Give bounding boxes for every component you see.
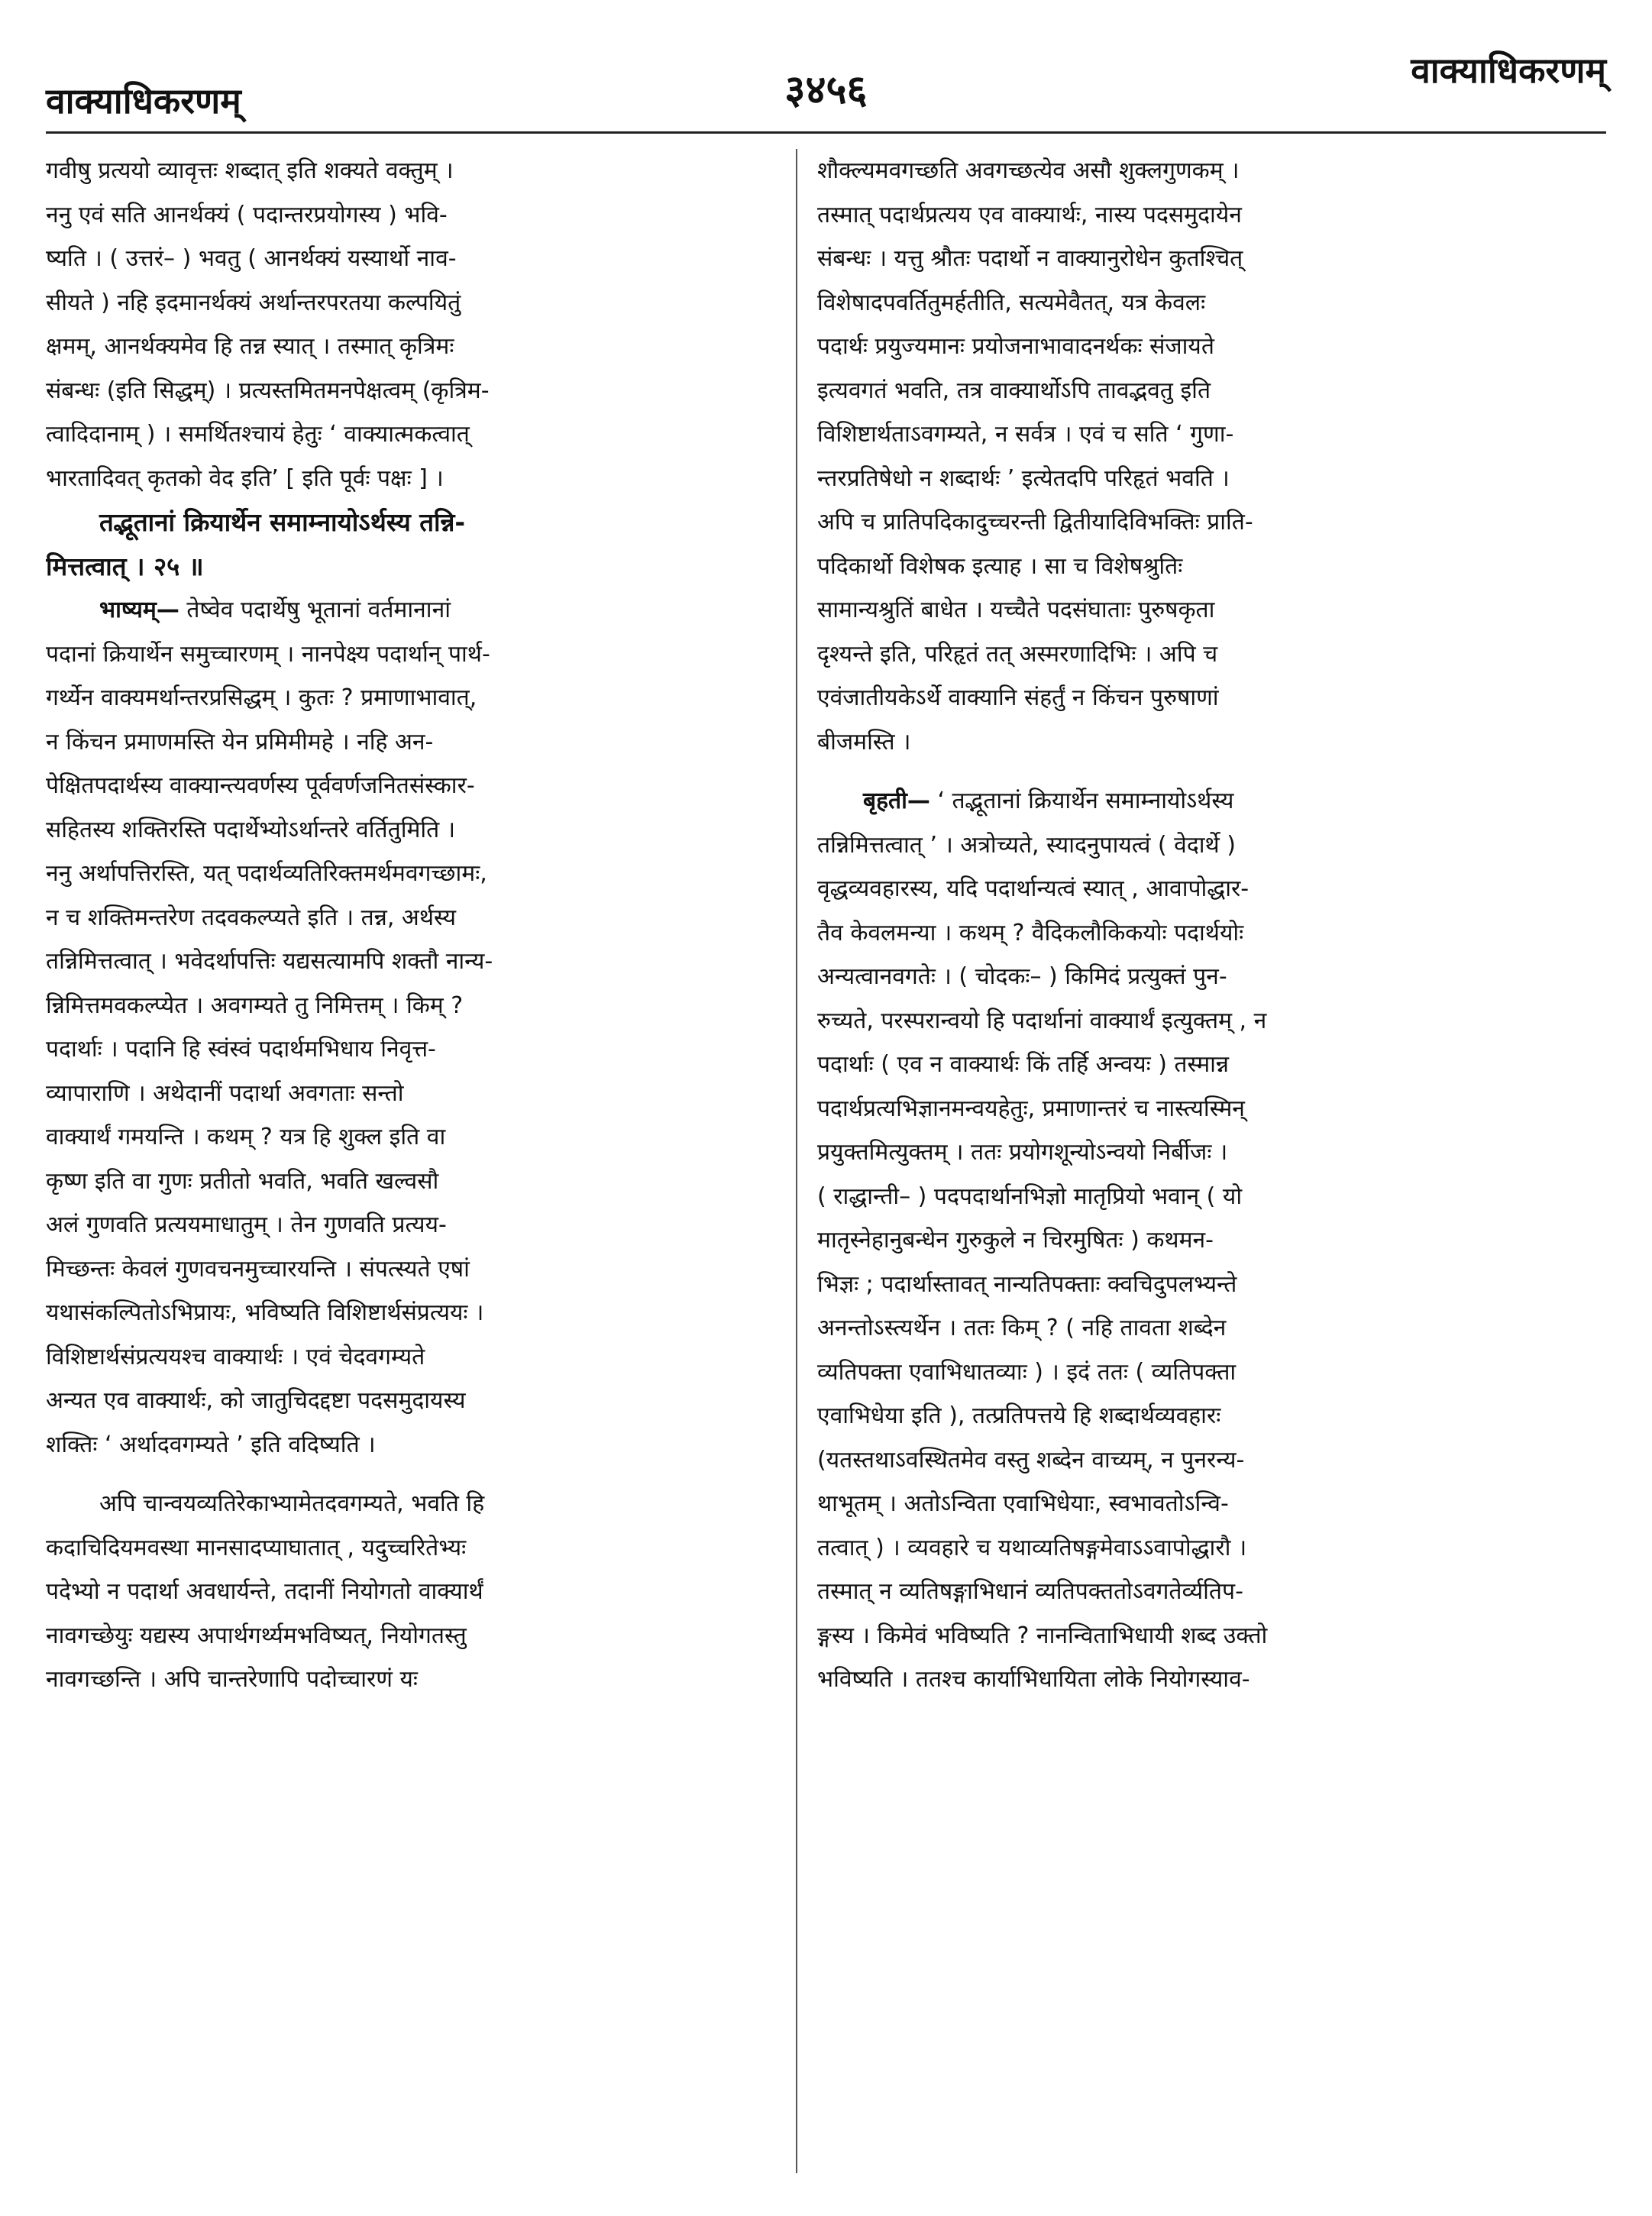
text-line: वृद्धव्यवहारस्य, यदि पदार्थान्यत्वं स्यात् , आवापोद्धार- bbox=[817, 875, 1250, 902]
text-line: न च शक्तिमन्तरेण तदवकल्प्यते इति । तन्न, अर्थस्य bbox=[46, 904, 457, 931]
text-line: न्तरप्रतिषेधो न शब्दार्थः ’ इत्येतदपि परिहृतं भवति । bbox=[817, 464, 1230, 492]
text-line: तैव केवलमन्या । कथम् ? वैदिकलौकिकयोः पदार्थयोः bbox=[817, 919, 1244, 946]
text-line: संबन्धः । यत्तु श्रौतः पदार्थो न वाक्यानुरोधेन कुतश्चित् bbox=[817, 245, 1243, 272]
text-line: तत्वात् ) । व्यवहारे च यथाव्यतिषङ्गमेवाऽऽवापोद्धारौ । bbox=[817, 1534, 1247, 1561]
text-line: अपि चान्वयव्यतिरेकाभ्यामेतदवगम्यते, भवति हि bbox=[99, 1490, 485, 1517]
sutra-line: मित्तत्वात् । २५ ॥ bbox=[46, 551, 204, 581]
text-line: अलं गुणवति प्रत्ययमाधातुम् । तेन गुणवति प्रत्यय- bbox=[46, 1212, 447, 1238]
text-line: शौक्ल्यमवगच्छति अवगच्छत्येव असौ शुक्लगुणकम् । bbox=[817, 157, 1240, 184]
text-line: तन्निमित्तत्वात् । भवेदर्थापत्तिः यद्यसत्यामपि शक्तौ नान्य- bbox=[46, 948, 493, 975]
text-line: प्रयुक्तमित्युक्तम् । ततः प्रयोगशून्योऽन्वयो निर्बीजः । bbox=[817, 1139, 1228, 1166]
bhashya-label: भाष्यम्— bbox=[99, 597, 179, 623]
text-line: तन्निमित्तत्वात् ’ । अत्रोच्यते, स्यादनुपायत्वं ( वेदार्थे ) bbox=[817, 831, 1236, 859]
text-line: पदार्थाः ( एव न वाक्यार्थः किं तर्हि अन्वयः ) तस्मान्न bbox=[817, 1051, 1230, 1078]
text-line: न्निमित्तमवकल्प्येत । अवगम्यते तु निमित्तम् । किम् ? bbox=[46, 992, 464, 1019]
text-line: एवंजातीयकेऽर्थे वाक्यानि संहर्तुं न किंचन पुरुषाणां bbox=[817, 684, 1219, 711]
header-rule bbox=[46, 131, 1606, 134]
brhati-first-text: ‘ तद्भूतानां क्रियार्थेन समाम्नायोऽर्थस्य bbox=[929, 788, 1234, 814]
text-line: (यतस्तथाऽवस्थितमेव वस्तु शब्देन वाच्यम्, न पुनरन्य- bbox=[817, 1446, 1245, 1474]
text-line: भारतादिवत् कृतको वेद इति’ [ इति पूर्वः पक्षः ] । bbox=[46, 464, 444, 492]
text-line: अनन्तोऽस्त्यर्थेन । ततः किम् ? ( नहि तावता शब्देन bbox=[817, 1315, 1227, 1341]
text-line: नावगच्छेयुः यद्यस्य अपार्थगर्थ्यमभविष्यत्, नियोगतस्तु bbox=[46, 1622, 467, 1649]
column-divider bbox=[796, 149, 797, 2173]
paragraph-gap bbox=[817, 764, 1554, 779]
bhashya-first-text: तेष्वेव पदार्थेषु भूतानां वर्तमानानां bbox=[179, 597, 451, 623]
text-line: ङ्गस्य । किमेवं भविष्यति ? नानन्विताभिधायी शब्द उक्तो bbox=[817, 1622, 1268, 1649]
text-line: थाभूतम् । अतोऽन्विता एवाभिधेयाः, स्वभावतोऽन्वि- bbox=[817, 1490, 1229, 1517]
text-line: पदेभ्यो न पदार्था अवधार्यन्ते, तदानीं नियोगतो वाक्यार्थं bbox=[46, 1578, 483, 1605]
text-line: विशेषादपवर्तितुमर्हतीति, सत्यमेवैतत्, यत्र केवलः bbox=[817, 289, 1206, 316]
running-title-left: वाक्याधिकरणम् bbox=[46, 80, 241, 121]
text-line: यथासंकल्पितोऽभिप्रायः, भविष्यति विशिष्टार्थसंप्रत्ययः । bbox=[46, 1299, 484, 1326]
text-line: अन्यत एव वाक्यार्थः, को जातुचिदद्दष्टा पदसमुदायस्य bbox=[46, 1387, 466, 1414]
text-line: पदानां क्रियार्थेन समुच्चारणम् । नानपेक्ष्य पदार्थान् पार्थ- bbox=[46, 640, 490, 668]
brhati-first-line bbox=[817, 779, 1554, 823]
text-line: पेक्षितपदार्थस्य वाक्यान्त्यवर्णस्य पूर्ववर्णजनितसंस्कार- bbox=[46, 772, 475, 799]
text-line: कदाचिदियमवस्था मानसादप्याघातात् , यदुच्चरितेभ्यः bbox=[46, 1534, 467, 1561]
text-line: पदार्थाः । पदानि हि स्वंस्वं पदार्थमभिधाय निवृत्त- bbox=[46, 1036, 436, 1063]
text-line: संबन्धः (इति सिद्धम्) । प्रत्यस्तमितमनपेक्षत्वम् (कृत्रिम- bbox=[46, 377, 490, 404]
text-line: व्यतिपक्ता एवाभिधातव्याः ) । इदं ततः ( व्यतिपक्ता bbox=[817, 1358, 1237, 1386]
text-line: न किंचन प्रमाणमस्ति येन प्रमिमीमहे । नहि अन- bbox=[46, 728, 434, 755]
text-line: भविष्यति । ततश्च कार्याभिधायिता लोके नियोगस्याव- bbox=[817, 1666, 1250, 1693]
right-column bbox=[817, 149, 1554, 1702]
text-line: ( राद्धान्ती– ) पदपदार्थानभिज्ञो मातृप्रियो भवान् ( यो bbox=[817, 1182, 1243, 1210]
text-line: शक्तिः ‘ अर्थादवगम्यते ’ इति वदिष्यति । bbox=[46, 1431, 376, 1458]
text-line: क्षमम्, आनर्थक्यमेव हि तन्न स्यात् । तस्मात् कृत्रिमः bbox=[46, 333, 454, 360]
paragraph-gap bbox=[46, 1467, 775, 1482]
text-line: अपि च प्रातिपदिकादुच्चरन्ती द्वितीयादिविभक्तिः प्राति- bbox=[817, 509, 1253, 535]
text-line: ननु अर्थापत्तिरस्ति, यत् पदार्थव्यतिरिक्तमर्थमवगच्छामः, bbox=[46, 860, 487, 887]
sutra-line: तद्भूतानां क्रियार्थेन समाम्नायोऽर्थस्य तन्नि- bbox=[99, 507, 466, 537]
text-line: व्यापाराणि । अथेदानीं पदार्था अवगताः सन्तो bbox=[46, 1079, 404, 1107]
text-line: अन्यत्वानवगतेः । ( चोदकः– ) किमिदं प्रत्युक्तं पुन- bbox=[817, 963, 1227, 990]
left-column bbox=[46, 149, 775, 1702]
text-line: तस्मात् न व्यतिषङ्गाभिधानं व्यतिपक्ततोऽवगतेर्व्यतिप- bbox=[817, 1578, 1243, 1605]
text-line: भिज्ञः ; पदार्थास्तावत् नान्यतिपक्ताः क्वचिदुपलभ्यन्ते bbox=[817, 1270, 1237, 1298]
text-line: एवाभिधेया इति ), तत्प्रतिपत्तये हि शब्दार्थव्यवहारः bbox=[817, 1402, 1221, 1429]
text-line: सीयते ) नहि इदमानर्थक्यं अर्थान्तरपरतया कल्पयितुं bbox=[46, 289, 461, 316]
text-line: ननु एवं सति आनर्थक्यं ( पदान्तरप्रयोगस्य ) भवि- bbox=[46, 201, 448, 228]
text-line: इत्यवगतं भवति, तत्र वाक्यार्थोऽपि तावद्भवतु इति bbox=[817, 377, 1211, 404]
text-line: मिच्छन्तः केवलं गुणवचनमुच्चारयन्ति । संपत्स्यते एषां bbox=[46, 1255, 470, 1283]
text-line: सामान्यश्रुतिं बाधेत । यच्चैते पदसंघाताः पुरुषकृता bbox=[817, 597, 1215, 623]
text-line: मातृस्नेहानुबन्धेन गुरुकुले न चिरमुषितः ) कथमन- bbox=[817, 1227, 1214, 1254]
text-line: ष्यति । ( उत्तरं– ) भवतु ( आनर्थक्यं यस्यार्थो नाव- bbox=[46, 245, 457, 272]
page-header bbox=[46, 31, 1606, 122]
text-line: त्वादिदानाम् ) । समर्थितश्चायं हेतुः ‘ वाक्यात्मकत्वात् bbox=[46, 421, 470, 448]
text-line: वाक्यार्थं गमयन्ति । कथम् ? यत्र हि शुक्ल इति वा bbox=[46, 1124, 446, 1150]
text-line: सहितस्य शक्तिरस्ति पदार्थेभ्योऽर्थान्तरे वर्तितुमिति । bbox=[46, 816, 456, 843]
text-line: बीजमस्ति । bbox=[817, 728, 911, 755]
text-line: गवीषु प्रत्ययो व्यावृत्तः शब्दात् इति शक्यते वक्तुम् । bbox=[46, 157, 454, 184]
text-line: विशिष्टार्थताऽवगम्यते, न सर्वत्र । एवं च सति ‘ गुणा- bbox=[817, 421, 1234, 448]
text-line: गर्थ्येन वाक्यमर्थान्तरप्रसिद्धम् । कुतः ? प्रमाणाभावात्, bbox=[46, 684, 477, 711]
text-line: कृष्ण इति वा गुणः प्रतीतो भवति, भवति खल्वसौ bbox=[46, 1167, 439, 1195]
text-line: दृश्यन्ते इति, परिहृतं तत् अस्मरणादिभिः । अपि च bbox=[817, 640, 1218, 668]
bhashya-first-line bbox=[46, 588, 775, 632]
brhati-label: बृहती— bbox=[863, 788, 930, 814]
text-line: नावगच्छन्ति । अपि चान्तरेणापि पदोच्चारणं यः bbox=[46, 1666, 418, 1693]
text-line: तस्मात् पदार्थप्रत्यय एव वाक्यार्थः, नास्य पदसमुदायेन bbox=[817, 201, 1242, 228]
text-line: पदार्थः प्रयुज्यमानः प्रयोजनाभावादनर्थकः संजायते bbox=[817, 333, 1214, 360]
text-line: पदार्थप्रत्यभिज्ञानमन्वयहेतुः, प्रमाणान्तरं च नास्त्यस्मिन् bbox=[817, 1095, 1245, 1122]
text-line: पदिकार्थो विशेषक इत्याह । सा च विशेषश्रुतिः bbox=[817, 552, 1183, 580]
page-number: ३४५६ bbox=[784, 67, 868, 113]
text-line: रुच्यते, परस्परान्वयो हि पदार्थानां वाक्यार्थं इत्युक्तम् , न bbox=[817, 1007, 1267, 1034]
text-line: विशिष्टार्थसंप्रत्ययश्च वाक्यार्थः । एवं चेदवगम्यते bbox=[46, 1343, 425, 1370]
running-title-right: वाक्याधिकरणम् bbox=[1411, 50, 1606, 91]
